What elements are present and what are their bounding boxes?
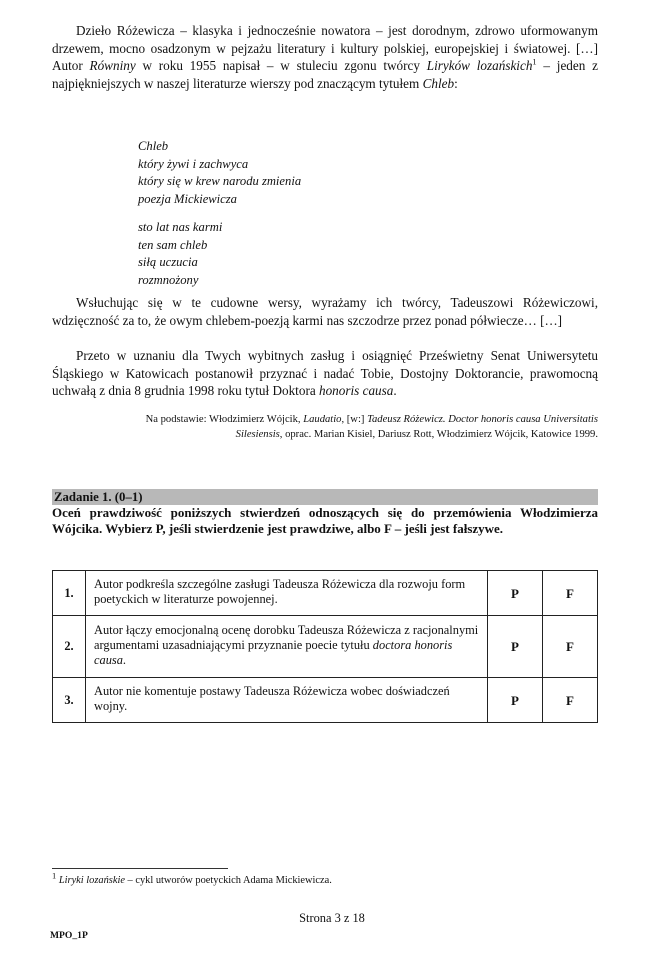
table-row [53, 571, 598, 616]
footnote [52, 870, 332, 887]
answer-f-option[interactable]: F [543, 571, 598, 616]
italic-title: Laudatio [303, 414, 342, 425]
true-false-table [52, 570, 598, 723]
text-segment: Dzieło Różewicza – klasyka i jednocześnie nowatora – jest dorodnym, zdrowo uformowanym drzewem, mocno osadzonym w pejzażu literatury i kultury polskiej, europejskiej i światowej. […] Autor [52, 23, 598, 73]
paragraph-intro [52, 22, 598, 92]
statement-text: Autor nie komentuje postawy Tadeusza Różewicza wobec doświadczeń wojny. [86, 678, 488, 723]
answer-p-option[interactable]: P [488, 678, 543, 723]
italic-phrase: doctora honoris causa [94, 638, 453, 667]
italic-title: Tadeusz Różewicz. Doctor honoris causa Universitatis Silesiensis [235, 414, 598, 440]
table-row [53, 616, 598, 678]
table-row [53, 678, 598, 723]
text-segment: , oprac. Marian Kisiel, Dariusz Rott, Włodzimierz Wójcik, Katowice 1999. [279, 428, 598, 440]
poem-line: poezja Mickiewicza [138, 191, 237, 206]
italic-title: Chleb [422, 75, 455, 91]
text-segment: – jeden z najpiękniejszych w naszej literaturze wierszy pod znaczącym tytułem [52, 58, 598, 91]
source-citation [98, 413, 598, 442]
poem-line: sto lat nas karmi [138, 220, 223, 234]
poem-line: który żywi i zachwyca [138, 156, 249, 171]
poem-line: rozmnożony [138, 272, 199, 287]
poem-stanza-1 [138, 138, 301, 208]
statement-number: 3. [53, 678, 86, 723]
answer-p-option[interactable]: P [488, 616, 543, 678]
footnote-marker[interactable]: 1 [532, 56, 537, 67]
task-header: Zadanie 1. (0–1) [52, 489, 598, 505]
task-instruction: Oceń prawdziwość poniższych stwierdzeń odnoszących się do przemówienia Włodzimierza Wójcika. Wybierz P, jeśli stwierdzenie jest prawdziwe, albo F – jeśli jest fałszywe. [52, 505, 598, 536]
statement-text: Autor podkreśla szczególne zasługi Tadeusza Różewicza dla rozwoju form poetyckich w literaturze powojennej. [86, 571, 488, 616]
italic-phrase: honoris causa [318, 383, 394, 398]
poem-line: Chleb [138, 139, 169, 153]
paragraph-gratitude [52, 294, 598, 329]
poem-line: który się w krew narodu zmienia [138, 174, 302, 189]
statement-number: 1. [53, 571, 86, 616]
paragraph-text: Wsłuchując się w te cudowne wersy, wyrażamy ich twórcy, Tadeuszowi Różewiczowi, wdzięczność za to, że owym chlebem-poezją karmi nas szczodrze przez ponad półwiecze… […] [52, 295, 598, 328]
italic-title: Równiny [89, 58, 136, 73]
footnote-number: 1 [52, 870, 57, 881]
statement-text [86, 616, 488, 678]
text-segment: . [393, 383, 397, 398]
text-segment: , [w:] [341, 414, 368, 425]
text-segment: Autor łączy emocjonalną ocenę dorobku Tadeusza Różewicza z racjonalnymi argumentami uzasadniającymi przyznanie poecie tytułu [94, 623, 479, 652]
poem-stanza-2 [138, 219, 222, 289]
italic-title: Liryki lozańskie [58, 875, 125, 886]
poem-line: ten sam chleb [138, 237, 208, 252]
text-segment: : [454, 75, 458, 91]
answer-f-option[interactable]: F [543, 616, 598, 678]
text-segment: Na podstawie: Włodzimierz Wójcik, [145, 414, 304, 425]
exam-code: MPO_1P [50, 930, 88, 941]
text-segment: Przeto w uznaniu dla Twych wybitnych zasług i osiągnięć Prześwietny Senat Uniwersytetu Śląskiego w Katowicach postanowił przyznać i nadać Tobie, Dostojny Doktorancie, prawomocną uchwałą z dnia 8 grudnia 1998 roku tytuł Doktora [52, 348, 598, 398]
answer-f-option[interactable]: F [543, 678, 598, 723]
answer-p-option[interactable]: P [488, 571, 543, 616]
poem-line: siłą uczucia [138, 255, 198, 270]
text-segment: w roku 1955 napisał – w stuleciu zgonu twórcy [135, 58, 427, 73]
footnote-divider [52, 868, 228, 869]
italic-title: Liryków lozańskich [426, 58, 533, 73]
footnote-text: – cykl utworów poetyckich Adama Mickiewicza. [124, 875, 332, 886]
page-number: Strona 3 z 18 [299, 911, 365, 925]
paragraph-decision [52, 347, 598, 400]
statement-number: 2. [53, 616, 86, 678]
text-segment: . [122, 653, 127, 667]
